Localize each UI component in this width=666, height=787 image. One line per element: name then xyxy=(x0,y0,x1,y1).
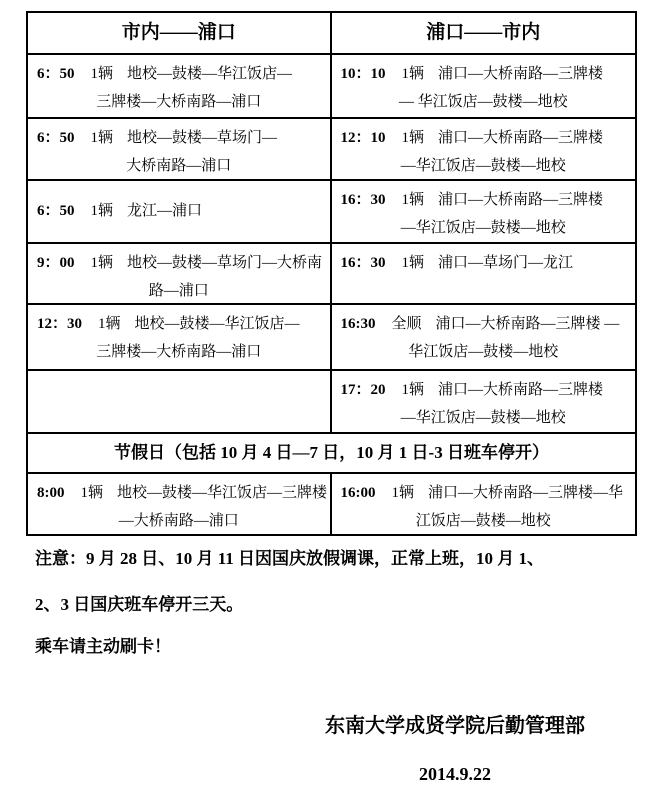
header-city-to-pukou: 市内——浦口 xyxy=(28,13,332,53)
vehicle-count: 1辆 xyxy=(401,130,425,146)
schedule-cell xyxy=(332,474,636,534)
schedule-line1 xyxy=(332,371,636,400)
route-line2: 江饭店—鼓楼—地校 xyxy=(415,513,551,529)
route-line2: 大桥南路—浦口 xyxy=(126,158,232,174)
departure-time: 6：50 xyxy=(37,203,75,219)
empty-cell xyxy=(28,371,332,432)
schedule-line1 xyxy=(28,305,330,334)
schedule-line1 xyxy=(28,474,330,503)
route-line2: — 华江饭店—鼓楼—地校 xyxy=(398,94,568,110)
schedule-cell xyxy=(332,371,636,432)
vehicle-count: 1辆 xyxy=(401,255,425,271)
table-row xyxy=(28,303,635,369)
route-line2: 华江饭店—鼓楼—地校 xyxy=(408,344,559,360)
notice-line-1: 注意：9 月 28 日、10 月 11 日因国庆放假调课，正常上班，10 月 1、 xyxy=(35,549,545,568)
schedule-cell xyxy=(332,181,636,242)
table-row xyxy=(28,369,635,432)
bus-schedule-table xyxy=(26,11,637,536)
route-line1: 浦口—草场门—龙江 xyxy=(438,255,574,271)
schedule-line1 xyxy=(332,474,636,503)
schedule-cell xyxy=(332,119,636,179)
holiday-schedule-row xyxy=(28,472,635,534)
route-line2: —华江饭店—鼓楼—地校 xyxy=(400,410,566,426)
table-header-row xyxy=(28,13,635,53)
route-line1: 浦口—大桥南路—三牌楼 xyxy=(438,382,604,398)
route-line2: 路—浦口 xyxy=(148,283,209,299)
route-line1: 浦口—大桥南路—三牌楼 xyxy=(438,130,604,146)
route-line1: 浦口—大桥南路—三牌楼 xyxy=(438,66,604,82)
route-line2: 三牌楼—大桥南路—浦口 xyxy=(96,94,262,110)
schedule-line1 xyxy=(332,305,636,334)
departure-time: 16:30 xyxy=(340,316,376,332)
route-line1: 地校—鼓楼—草场门—大桥南 xyxy=(127,255,323,271)
vehicle-count: 1辆 xyxy=(98,316,121,332)
vehicle-count: 1辆 xyxy=(401,382,425,398)
schedule-line1 xyxy=(28,119,330,148)
schedule-line1 xyxy=(332,55,636,84)
schedule-cell xyxy=(28,181,332,242)
route-line1: 地校—鼓楼—华江饭店— xyxy=(134,316,300,332)
signature-date: 2014.9.22 xyxy=(419,764,491,784)
route-line2: —大桥南路—浦口 xyxy=(118,513,239,529)
route-line1: 地校—鼓楼—华江饭店—三牌楼 xyxy=(117,485,328,501)
table-row xyxy=(28,179,635,242)
vehicle-count: 全顺 xyxy=(391,316,422,332)
vehicle-count: 1辆 xyxy=(90,130,114,146)
vehicle-count: 1辆 xyxy=(391,485,415,501)
table-row xyxy=(28,117,635,179)
vehicle-count: 1辆 xyxy=(401,66,425,82)
schedule-line1 xyxy=(332,244,636,273)
header-pukou-to-city: 浦口——市内 xyxy=(426,22,541,43)
departure-time: 12：10 xyxy=(340,130,386,146)
schedule-cell xyxy=(28,305,332,369)
route-line1: 浦口—大桥南路—三牌楼 xyxy=(438,192,604,208)
schedule-cell xyxy=(28,55,332,117)
route-line1: 龙江—浦口 xyxy=(127,203,203,219)
route-line1: 地校—鼓楼—草场门— xyxy=(127,130,278,146)
schedule-line1 xyxy=(28,55,330,84)
schedule-cell xyxy=(28,244,332,303)
departure-time: 17：20 xyxy=(340,382,386,398)
departure-time: 9：00 xyxy=(37,255,75,271)
vehicle-count: 1辆 xyxy=(90,203,114,219)
schedule-cell xyxy=(332,305,636,369)
signature-block xyxy=(240,710,666,787)
route-line2: —华江饭店—鼓楼—地校 xyxy=(400,158,566,174)
departure-time: 12：30 xyxy=(37,316,83,332)
table-row xyxy=(28,53,635,117)
notice-line-3: 乘车请主动刷卡！ xyxy=(35,637,171,656)
holiday-banner-row xyxy=(28,432,635,472)
schedule-line1 xyxy=(332,181,636,210)
departure-time: 16：30 xyxy=(340,192,386,208)
vehicle-count: 1辆 xyxy=(90,255,114,271)
schedule-cell xyxy=(28,119,332,179)
schedule-line1 xyxy=(332,119,636,148)
schedule-line1 xyxy=(28,181,330,221)
route-line1: 浦口—大桥南路—三牌楼 — xyxy=(435,316,620,332)
vehicle-count: 1辆 xyxy=(401,192,425,208)
route-line1: 地校—鼓楼—华江饭店— xyxy=(127,66,293,82)
departure-time: 6：50 xyxy=(37,130,75,146)
schedule-cell xyxy=(28,474,332,534)
schedule-cell xyxy=(332,55,636,117)
departure-time: 10：10 xyxy=(340,66,386,82)
departure-time: 16：30 xyxy=(340,255,386,271)
schedule-cell xyxy=(332,244,636,303)
vehicle-count: 1辆 xyxy=(90,66,114,82)
signature-organization: 东南大学成贤学院后勤管理部 xyxy=(325,715,585,737)
schedule-line1 xyxy=(28,244,330,273)
holiday-banner-text: 节假日（包括 10 月 4 日—7 日，10 月 1 日-3 日班车停开） xyxy=(114,443,549,462)
route-line1: 浦口—大桥南路—三牌楼—华 xyxy=(428,485,624,501)
notice-line-2: 2、3 日国庆班车停开三天。 xyxy=(35,595,244,614)
table-row xyxy=(28,242,635,303)
route-line2: —华江饭店—鼓楼—地校 xyxy=(400,220,566,236)
departure-time: 6：50 xyxy=(37,66,75,82)
departure-time: 16:00 xyxy=(340,485,376,501)
departure-time: 8:00 xyxy=(37,485,65,501)
vehicle-count: 1辆 xyxy=(80,485,104,501)
route-line2: 三牌楼—大桥南路—浦口 xyxy=(96,344,262,360)
